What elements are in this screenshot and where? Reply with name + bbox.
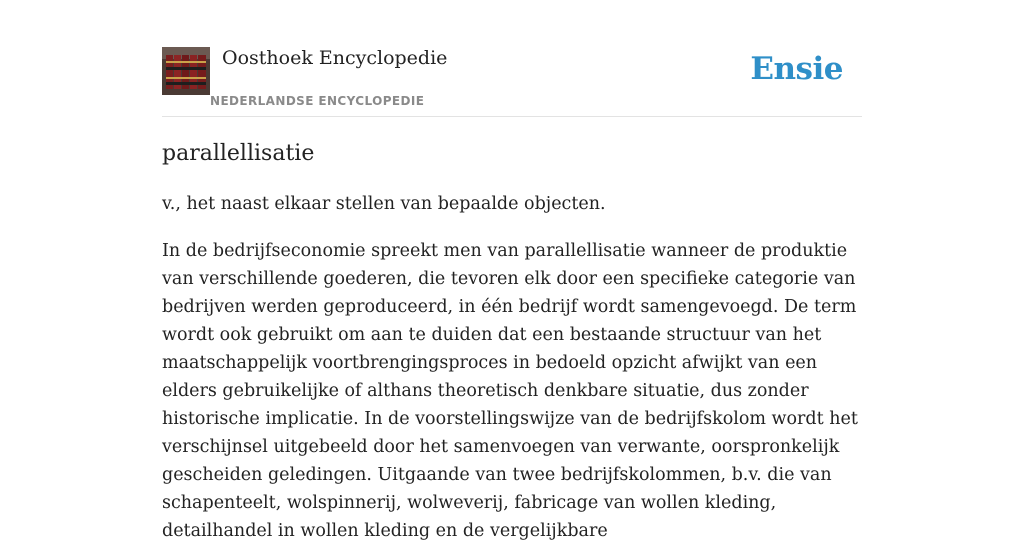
article	[162, 138, 872, 545]
article-body: In de bedrijfseconomie spreekt men van parallellisatie wanneer de produktie van verschillende goederen, die tevoren elk door een specifieke categorie van bedrijven werden geproduceerd, in één bedrijf wordt samengevoegd. De term wordt ook gebruikt om aan te duiden dat een bestaande structuur van het maatschappelijk voortbrengingsproces in bedoeld opzicht afwijkt van een elders gebruikelijke of althans theoretisch denkbare situatie, dus zonder historische implicatie. In de voorstellingswijze van de bedrijfskolom wordt het verschijnsel uitgebeeld door het samenvoegen van verwante, oorspronkelijk gescheiden geledingen. Uitgaande van twee bedrijfskolommen, b.v. die van schapenteelt, wolspinnerij, wolweverij, fabricage van wollen kleding, detailhandel in wollen kleding en de vergelijkbare	[162, 241, 858, 541]
article-definition: v., het naast elkaar stellen van bepaalde objecten.	[162, 194, 606, 214]
encyclopedia-books-icon	[162, 47, 210, 95]
site-header	[162, 46, 862, 117]
avatar[interactable]	[162, 47, 210, 95]
site-title[interactable]: Oosthoek Encyclopedie	[222, 47, 448, 69]
ensie-logo-link[interactable]: Ensie	[750, 51, 843, 87]
site-subtitle: NEDERLANDSE ENCYCLOPEDIE	[210, 94, 425, 108]
article-title: parallellisatie	[162, 141, 315, 166]
